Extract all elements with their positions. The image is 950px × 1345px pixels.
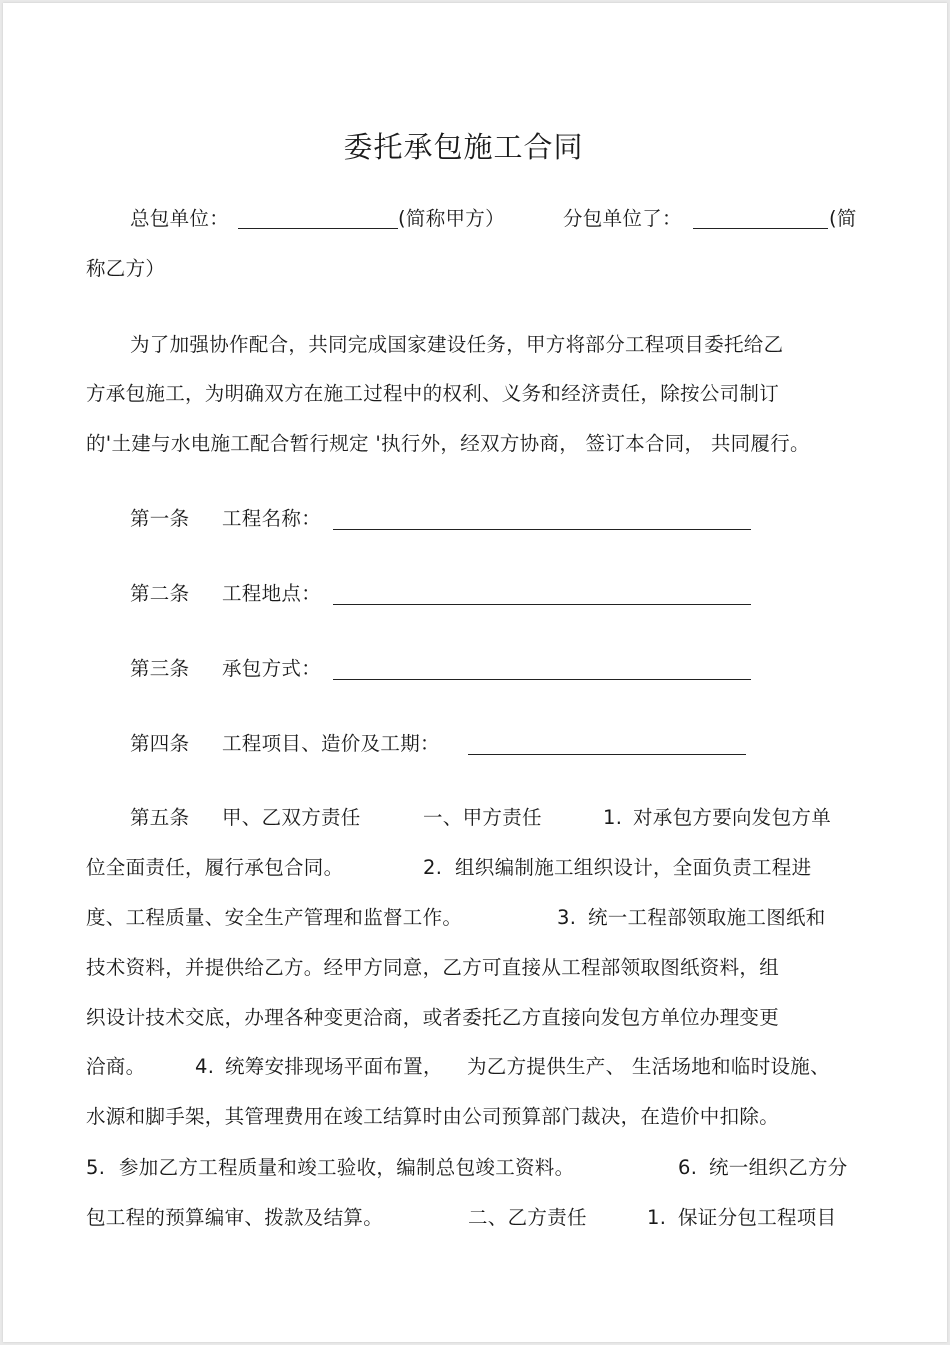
item-6-text-a: 统一组织乙方分 [709, 1156, 848, 1179]
article-5-line-2 [3, 855, 947, 881]
document-title: 委托承包施工合同 [343, 130, 584, 164]
intro-line-3: 的'土建与水电施工配合暂行规定 '执行外，经双方协商， 签订本合同， 共同履行。 [86, 432, 810, 455]
article-2-blank [333, 604, 751, 605]
article-1-blank [333, 529, 751, 530]
intro-line-1: 为了加强协作配合，共同完成国家建设任务，甲方将部分工程项目委托给乙 [130, 333, 784, 356]
article-3-blank [333, 679, 751, 680]
article-4 [3, 731, 947, 757]
party-b-heading: 二、乙方责任 [468, 1206, 587, 1229]
article-3-label: 承包方式： [222, 657, 322, 680]
item-1-text-a: 对承包方要向发包方单 [633, 806, 832, 829]
intro-line-2: 方承包施工，为明确双方在施工过程中的权利、义务和经济责任，除按公司制订 [86, 382, 780, 405]
item-4-text-a: 统筹安排现场平面布置， [225, 1055, 443, 1078]
contractor-label: 总包单位： [130, 207, 230, 230]
party-b-item-1-number: 1. [647, 1206, 667, 1229]
item-2-text-a: 组织编制施工组织设计，全面负责工程进 [455, 856, 812, 879]
item-4-text-b: 为乙方提供生产、 生活场地和临时设施、 [467, 1055, 830, 1078]
item-6-text-b: 包工程的预算编审、拨款及结算。 [86, 1206, 384, 1229]
parties-line [3, 206, 947, 232]
article-2-number: 第二条 [130, 582, 190, 605]
article-4-blank [468, 754, 746, 755]
article-5-line-9 [3, 1205, 947, 1231]
article-5-line-1 [3, 805, 947, 831]
item-2-number: 2. [423, 856, 443, 879]
item-4-number: 4. [195, 1055, 215, 1078]
item-1-number: 1. [603, 806, 623, 829]
article-1-number: 第一条 [130, 507, 190, 530]
article-4-number: 第四条 [130, 732, 190, 755]
item-3-text-c: 织设计技术交底，办理各种变更洽商，或者委托乙方直接向发包方单位办理变更 [86, 1006, 780, 1029]
item-4-text-c: 水源和脚手架，其管理费用在竣工结算时由公司预算部门裁决，在造价中扣除。 [86, 1105, 780, 1128]
party-a-heading: 一、甲方责任 [423, 806, 542, 829]
subcontractor-note-part2: 称乙方） [86, 257, 166, 280]
item-6-number: 6. [678, 1156, 698, 1179]
subcontractor-label: 分包单位了： [563, 207, 682, 230]
item-3-text-a: 统一工程部领取施工图纸和 [588, 906, 826, 929]
article-1 [3, 506, 947, 532]
contractor-blank [238, 228, 398, 229]
article-5-line-6 [3, 1054, 947, 1080]
article-4-label: 工程项目、造价及工期： [222, 732, 440, 755]
item-2-text-b: 度、工程质量、安全生产管理和监督工作。 [86, 906, 463, 929]
article-3 [3, 656, 947, 682]
article-5-number: 第五条 [130, 806, 190, 829]
article-5-line-3 [3, 905, 947, 931]
item-5-text: 参加乙方工程质量和竣工验收，编制总包竣工资料。 [119, 1156, 575, 1179]
article-5-text: 甲、乙双方责任 [222, 806, 361, 829]
document-page [3, 3, 947, 1342]
article-1-label: 工程名称： [222, 507, 322, 530]
contractor-note: (简称甲方） [398, 207, 505, 230]
item-1-text-b: 位全面责任，履行承包合同。 [86, 856, 344, 879]
party-b-item-1-text: 保证分包工程项目 [678, 1206, 837, 1229]
article-2 [3, 581, 947, 607]
article-5-line-8 [3, 1155, 947, 1181]
item-3-text-b: 技术资料，并提供给乙方。经甲方同意，乙方可直接从工程部领取图纸资料，组 [86, 956, 780, 979]
item-5-number: 5. [86, 1156, 106, 1179]
article-2-label: 工程地点： [222, 582, 322, 605]
subcontractor-blank [693, 228, 828, 229]
article-3-number: 第三条 [130, 657, 190, 680]
item-3-text-d: 洽商。 [86, 1055, 146, 1078]
item-3-number: 3. [557, 906, 577, 929]
subcontractor-note-part1: (简 [829, 207, 857, 230]
